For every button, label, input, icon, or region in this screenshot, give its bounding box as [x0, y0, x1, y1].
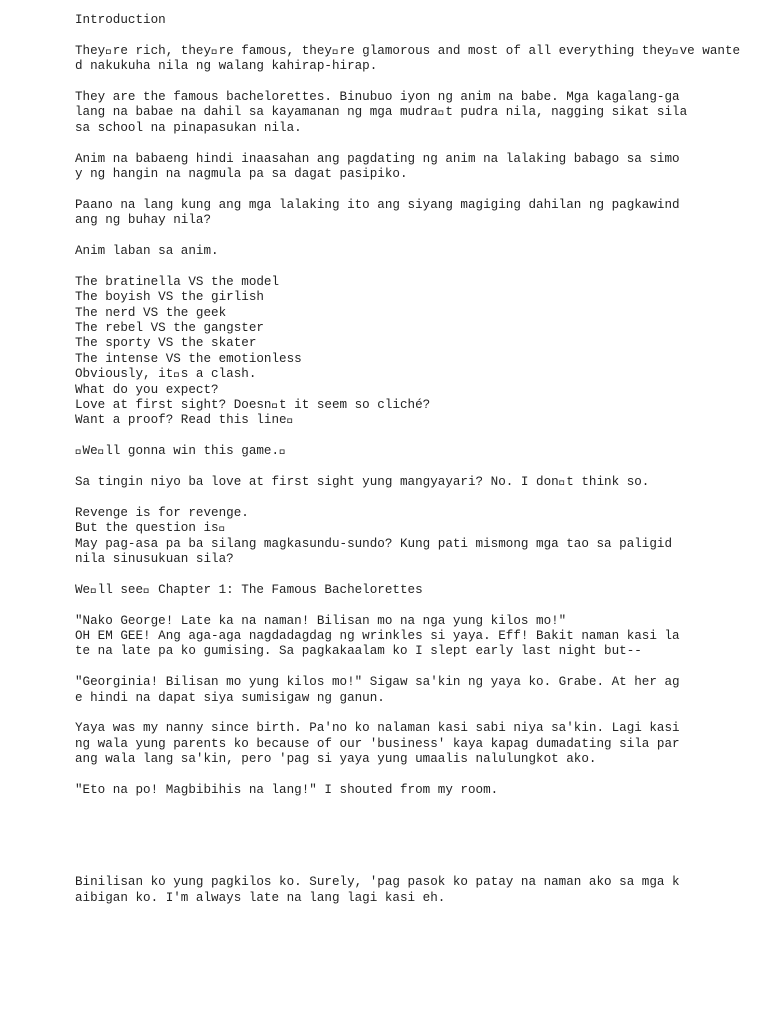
paragraph — [75, 152, 755, 183]
text-line: The boyish VS the girlish — [75, 290, 264, 305]
text-line: Want a proof? Read this line  — [75, 413, 295, 428]
text-line: Sa tingin niyo ba love at first sight yung mangyayari? No. I don t think so. — [75, 475, 650, 490]
paragraph — [75, 444, 755, 459]
paragraph — [75, 721, 755, 767]
text-line: Anim na babaeng hindi inaasahan ang pagdating ng anim na lalaking babago sa simo — [75, 151, 680, 166]
text-line: They re rich, they re famous, they re glamorous and most of all everything they ve wante — [75, 43, 741, 58]
text-line: nila sinusukuan sila? — [75, 552, 234, 567]
text-line: "Eto na po! Magbibihis na lang!" I shouted from my room. — [75, 783, 499, 798]
text-line: ng wala yung parents ko because of our 'business' kaya kapag dumadating sila par — [75, 736, 680, 751]
text-line: But the question is  — [75, 521, 227, 536]
text-line: y ng hangin na nagmula pa sa dagat pasipiko. — [75, 167, 408, 182]
text-line: e hindi na dapat siya sumisigaw ng ganun. — [75, 690, 385, 705]
paragraph — [75, 875, 755, 906]
text-line: Introduction — [75, 13, 166, 27]
paragraph — [75, 90, 755, 136]
text-line: Paano na lang kung ang mga lalaking ito ang siyang magiging dahilan ng pagkawind — [75, 197, 680, 212]
text-line: Binilisan ko yung pagkilos ko. Surely, 'pag pasok ko patay na naman ako sa mga k — [75, 875, 680, 890]
text-line: ang ng buhay nila? — [75, 213, 212, 228]
text-line: The rebel VS the gangster — [75, 321, 264, 336]
text-line: lang na babae na dahil sa kayamanan ng mga mudra t pudra nila, nagging sikat sila — [75, 105, 688, 120]
paragraph — [75, 783, 755, 798]
text-line: "Georginia! Bilisan mo yung kilos mo!" Sigaw sa'kin ng yaya ko. Grabe. At her ag — [75, 675, 680, 690]
document-page — [75, 13, 755, 922]
text-line: OH EM GEE! Ang aga-aga nagdadagdag ng wrinkles si yaya. Eff! Bakit naman kasi la — [75, 629, 680, 644]
blank-gap — [75, 814, 755, 876]
text-line: Love at first sight? Doesn t it seem so cliché? — [75, 398, 431, 413]
text-line: The sporty VS the skater — [75, 336, 257, 351]
text-line: The nerd VS the geek — [75, 305, 227, 320]
document-body — [75, 13, 755, 799]
text-line: ang wala lang sa'kin, pero 'pag si yaya yung umaalis nalulungkot ako. — [75, 752, 597, 767]
text-line: Revenge is for revenge. — [75, 505, 249, 520]
text-line:  We ll gonna win this game.  — [75, 444, 287, 459]
text-line: Obviously, it s a clash. — [75, 367, 257, 382]
text-line: The intense VS the emotionless — [75, 351, 302, 366]
paragraph — [75, 275, 755, 429]
text-line: Anim laban sa anim. — [75, 244, 219, 259]
text-line: The bratinella VS the model — [75, 274, 280, 289]
text-line: Yaya was my nanny since birth. Pa'no ko nalaman kasi sabi niya sa'kin. Lagi kasi — [75, 721, 680, 736]
text-line: d nakukuha nila ng walang kahirap-hirap. — [75, 59, 378, 74]
text-line: We ll see  Chapter 1: The Famous Bachelorettes — [75, 582, 423, 597]
document-body-continued — [75, 875, 755, 906]
paragraph — [75, 13, 755, 28]
text-line: They are the famous bachelorettes. Binubuo iyon ng anim na babe. Mga kagalang-ga — [75, 90, 680, 104]
paragraph — [75, 675, 755, 706]
text-line: aibigan ko. I'm always late na lang lagi kasi eh. — [75, 890, 446, 905]
text-line: te na late pa ko gumising. Sa pagkakaalam ko I slept early last night but-- — [75, 644, 642, 659]
text-line: "Nako George! Late ka na naman! Bilisan mo na nga yung kilos mo!" — [75, 613, 567, 628]
text-line: May pag-asa pa ba silang magkasundu-sundo? Kung pati mismong mga tao sa paligid — [75, 536, 673, 551]
text-line: What do you expect? — [75, 382, 219, 397]
paragraph — [75, 44, 755, 75]
paragraph — [75, 506, 755, 568]
paragraph — [75, 614, 755, 660]
paragraph — [75, 475, 755, 490]
paragraph — [75, 583, 755, 598]
text-line: sa school na pinapasukan nila. — [75, 120, 302, 135]
paragraph — [75, 244, 755, 259]
paragraph — [75, 198, 755, 229]
